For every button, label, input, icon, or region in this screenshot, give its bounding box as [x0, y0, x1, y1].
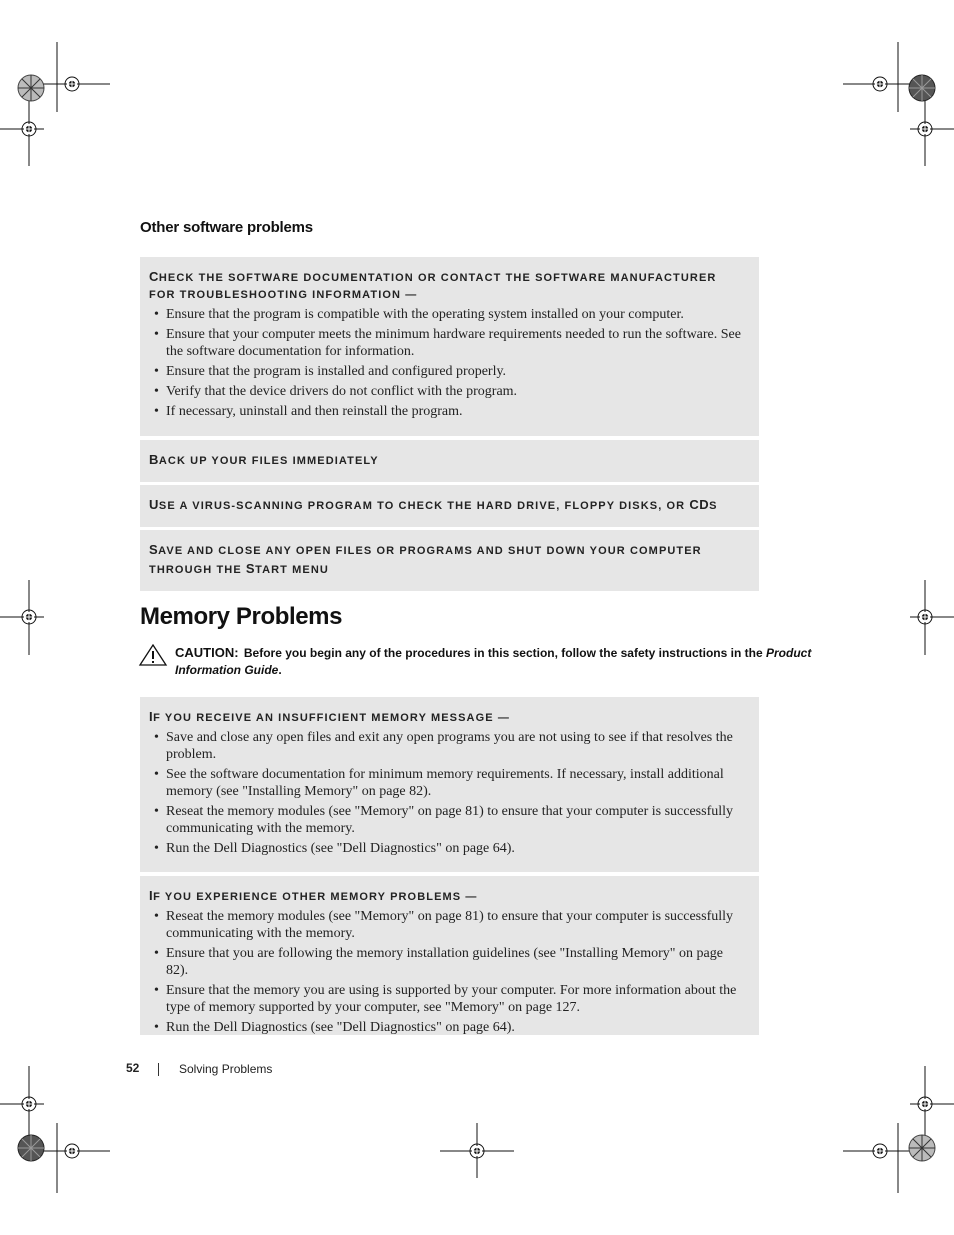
list-item: • Verify that the device drivers do not conflict with the program. [149, 383, 747, 400]
block-heading: IF YOU EXPERIENCE OTHER MEMORY PROBLEMS — [149, 888, 478, 903]
caution-label: CAUTION: [175, 645, 239, 660]
block-heading: IF YOU RECEIVE AN INSUFFICIENT MEMORY MESSAGE — [149, 709, 510, 724]
block-heading: CHECK THE SOFTWARE DOCUMENTATION OR CONTACT THE SOFTWARE MANUFACTURER FOR TROUBLESHOOTING INFORMATION — [149, 269, 717, 301]
list-item: • Run the Dell Diagnostics (see "Dell Diagnostics" on page 64). [149, 840, 747, 857]
block-heading: SAVE AND CLOSE ANY OPEN FILES OR PROGRAMS AND SHUT DOWN YOUR COMPUTER THROUGH THE START MENU [149, 542, 702, 576]
footer-section-title: Solving Problems [179, 1062, 273, 1076]
list-item: • Ensure that you are following the memory installation guidelines (see "Installing Memory" on page 82). [149, 945, 747, 979]
block-heading: BACK UP YOUR FILES IMMEDIATELY [149, 452, 379, 467]
list-item: • Reseat the memory modules (see "Memory" on page 81) to ensure that your computer is successfully communicating with the memory. [149, 908, 747, 942]
list-item: • Reseat the memory modules (see "Memory" on page 81) to ensure that your computer is successfully communicating with the memory. [149, 803, 747, 837]
insufficient-memory-block [140, 697, 759, 872]
other-memory-block [140, 876, 759, 1035]
product-guide-title: Product Information Guide [175, 646, 812, 677]
bullet-list [149, 729, 747, 857]
backup-block [140, 440, 759, 482]
block-heading: USE A VIRUS-SCANNING PROGRAM TO CHECK THE HARD DRIVE, FLOPPY DISKS, OR CDS [149, 497, 718, 512]
footer-separator [158, 1063, 159, 1076]
virus-scan-block [140, 485, 759, 527]
list-item: • Ensure that the memory you are using is supported by your computer. For more information about the type of memory supported by your computer, see "Memory" on page 127. [149, 982, 747, 1016]
page-number: 52 [126, 1061, 140, 1075]
list-item: • Ensure that your computer meets the minimum hardware requirements needed to run the software. See the software documentation for information. [149, 326, 747, 360]
warning-triangle-icon [138, 644, 168, 666]
software-problems-heading: Other software problems [140, 219, 313, 236]
list-item: • See the software documentation for minimum memory requirements. If necessary, install additional memory (see "Installing Memory" on page 82). [149, 766, 747, 800]
list-item: • Ensure that the program is compatible with the operating system installed on your computer. [149, 306, 747, 323]
list-item: • Run the Dell Diagnostics (see "Dell Diagnostics" on page 64). [149, 1019, 747, 1036]
caution-text: CAUTION: Before you begin any of the procedures in this section, follow the safety instructions in the Product Information Guide. [175, 645, 812, 677]
list-item: • Save and close any open files and exit any open programs you are not using to see if that resolves the problem. [149, 729, 747, 763]
bullet-list [149, 908, 747, 1036]
bullet-list [149, 306, 747, 420]
caution-note [138, 644, 818, 679]
list-item: • If necessary, uninstall and then reinstall the program. [149, 403, 747, 420]
shutdown-block [140, 530, 759, 591]
list-item: • Ensure that the program is installed and configured properly. [149, 363, 747, 380]
software-doc-block [140, 257, 759, 436]
memory-problems-title: Memory Problems [140, 603, 343, 630]
